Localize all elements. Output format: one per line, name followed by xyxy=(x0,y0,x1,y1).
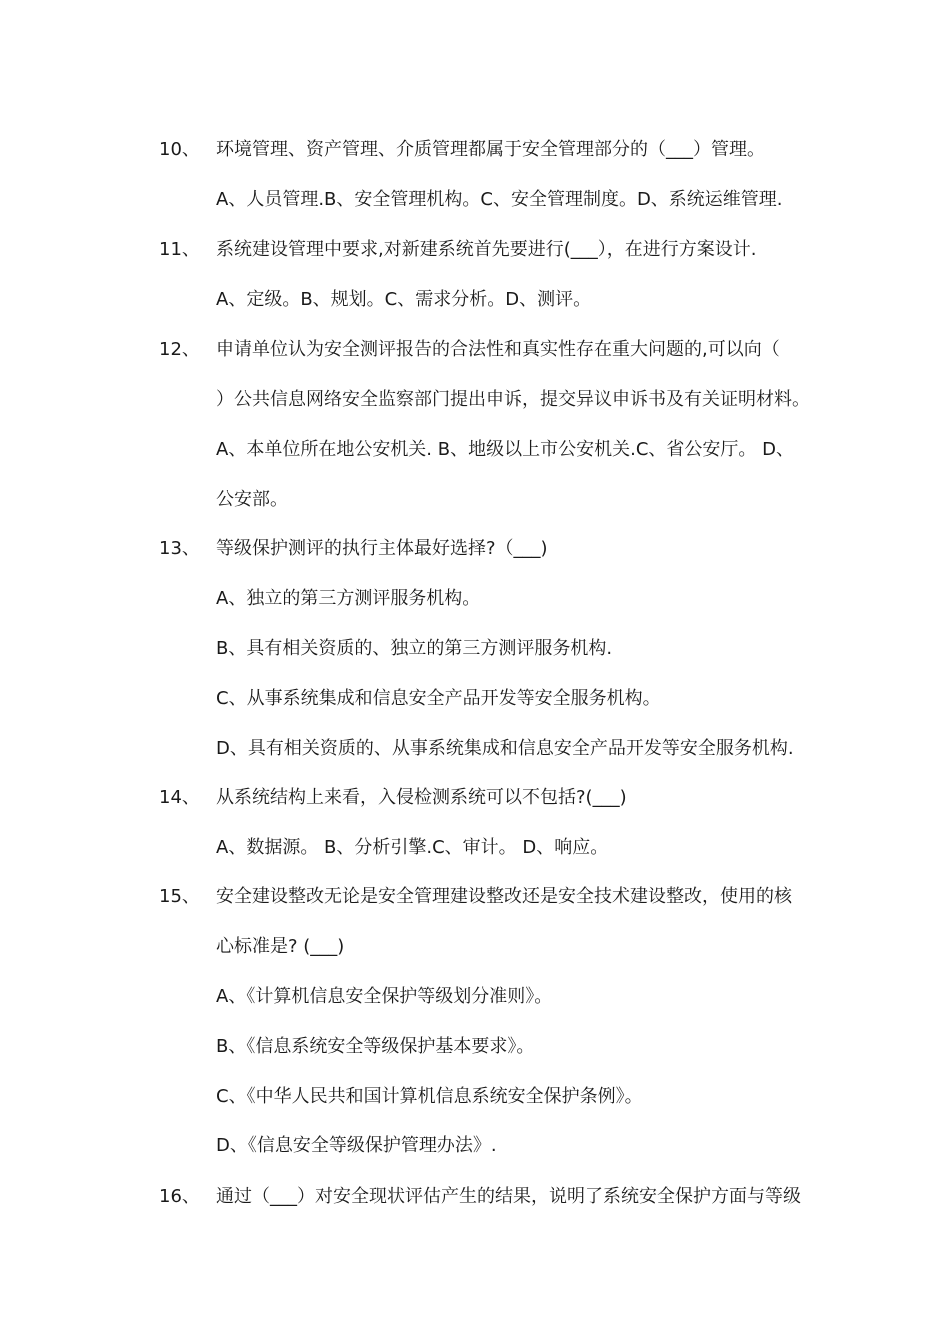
question-text: 心标准是? (___) xyxy=(216,936,345,957)
question-text: ）公共信息网络安全监察部门提出申诉，提交异议申诉书及有关证明材料。 xyxy=(216,389,810,410)
question-text: 环境管理、资产管理、介质管理都属于安全管理部分的（___）管理。 xyxy=(216,139,765,160)
answer-options: A、数据源。 B、分析引擎.C、审计。 D、响应。 xyxy=(216,837,609,858)
answer-option-b: B、具有相关资质的、独立的第三方测评服务机构. xyxy=(216,638,613,659)
question-number: 16、 xyxy=(159,1186,200,1207)
question-number: 14、 xyxy=(159,787,200,808)
question-number: 13、 xyxy=(159,538,200,559)
question-number: 11、 xyxy=(159,239,200,260)
answer-option-c: C、从事系统集成和信息安全产品开发等安全服务机构。 xyxy=(216,688,661,709)
answer-option-a: A、独立的第三方测评服务机构。 xyxy=(216,588,481,609)
answer-option-d: D、《信息安全等级保护管理办法》. xyxy=(216,1135,497,1156)
question-text: 安全建设整改无论是安全管理建设整改还是安全技术建设整改，使用的核 xyxy=(216,886,792,907)
question-number: 12、 xyxy=(159,339,200,360)
answer-options: 公安部。 xyxy=(216,489,288,510)
question-number: 10、 xyxy=(159,139,200,160)
question-text: 从系统结构上来看，入侵检测系统可以不包括?(___) xyxy=(216,787,627,808)
question-text: 通过（___）对安全现状评估产生的结果，说明了系统安全保护方面与等级 xyxy=(216,1186,801,1207)
question-text: 等级保护测评的执行主体最好选择?（___) xyxy=(216,538,548,559)
question-text: 申请单位认为安全测评报告的合法性和真实性存在重大问题的,可以向（ xyxy=(216,339,780,360)
question-number: 15、 xyxy=(159,886,200,907)
answer-option-a: A、《计算机信息安全保护等级划分准则》。 xyxy=(216,986,553,1007)
answer-option-c: C、《中华人民共和国计算机信息系统安全保护条例》。 xyxy=(216,1086,643,1107)
question-text: 系统建设管理中要求,对新建系统首先要进行(___），在进行方案设计. xyxy=(216,239,757,260)
answer-options: A、定级。B、规划。C、需求分析。D、测评。 xyxy=(216,289,592,310)
answer-option-d: D、具有相关资质的、从事系统集成和信息安全产品开发等安全服务机构. xyxy=(216,738,794,759)
answer-option-b: B、《信息系统安全等级保护基本要求》。 xyxy=(216,1036,535,1057)
answer-options: A、本单位所在地公安机关. B、地级以上市公安机关.C、省公安厅。 D、 xyxy=(216,439,794,460)
answer-options: A、人员管理.B、安全管理机构。C、安全管理制度。D、系统运维管理. xyxy=(216,189,783,210)
